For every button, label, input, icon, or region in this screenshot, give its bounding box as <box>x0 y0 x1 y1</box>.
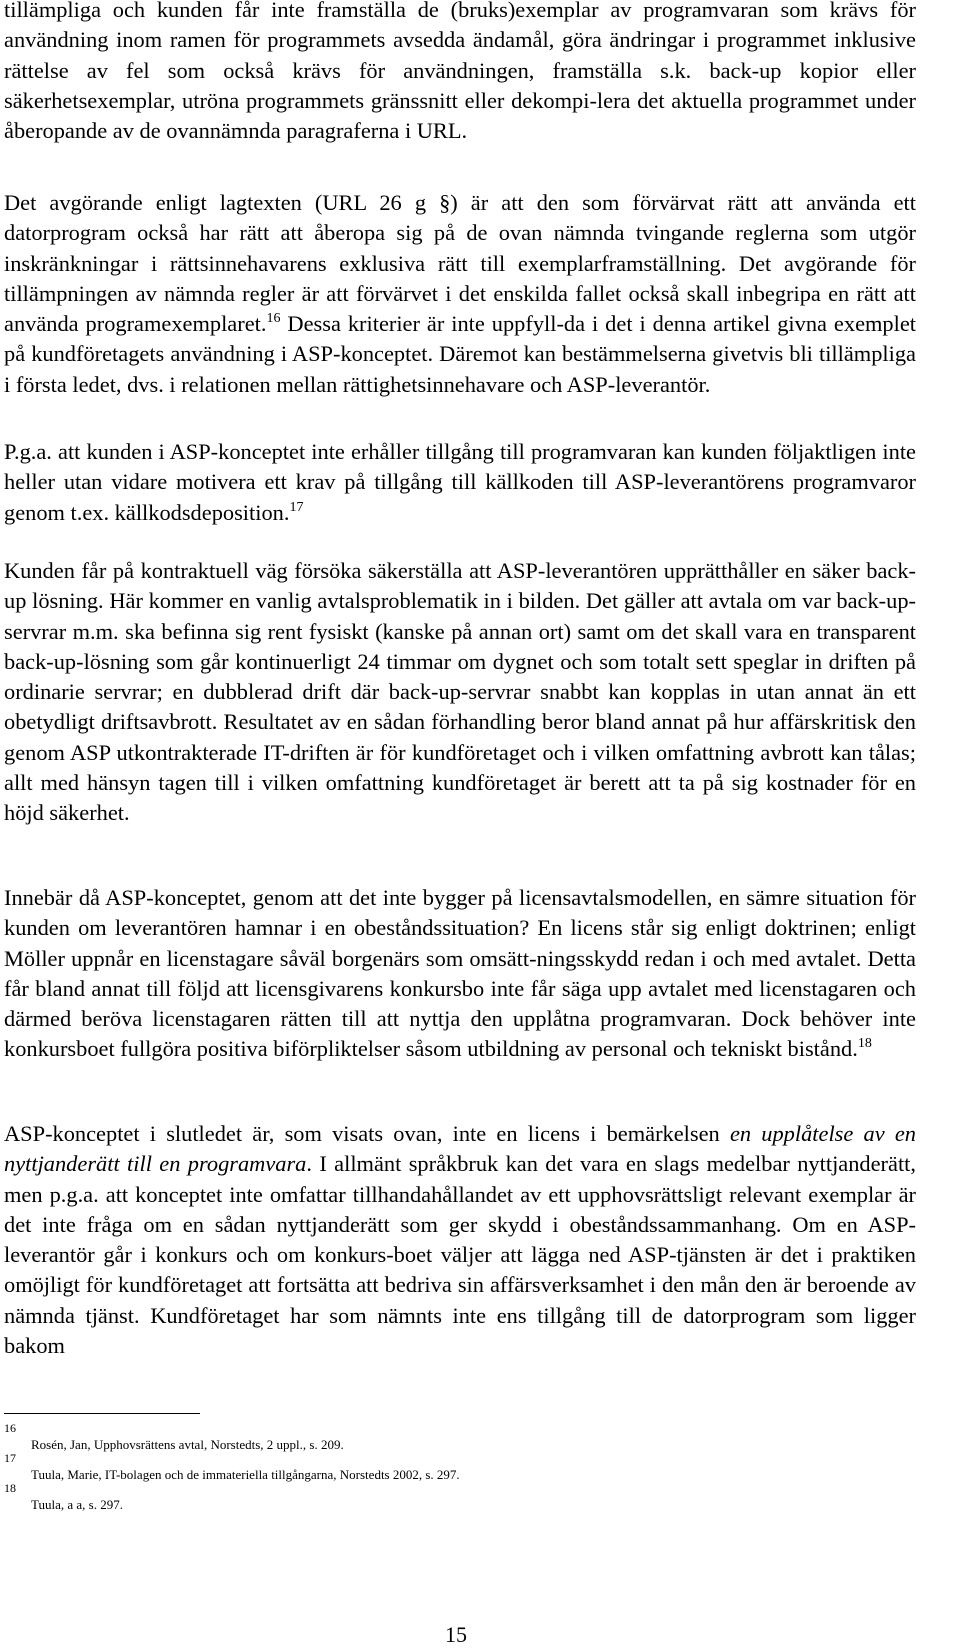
paragraph-backup <box>4 556 916 829</box>
paragraph-url-26g <box>4 188 916 400</box>
footnote-number: 17 <box>4 1451 16 1465</box>
paragraph-source-code <box>4 437 916 528</box>
paragraph-text: Det avgörande enligt lagtexten (URL 26 g §) är att den som förvärvat rätt att använda ett datorprogram också har rätt att åberopa sig på de ovan nämnda tvingande reglerna som utgör inskränkningar i rättsinnehavarens exklusiva rätt till exemplarframställning. Det avgörande för tillämpningen av nämnda regler är att förvärvet i det enskilda fallet också skall inbegripa en rätt att använda programexemplaret. <box>4 190 916 337</box>
paragraph-text: ASP-konceptet i slutledet är, som visats ovan, inte en licens i bemärkelsen <box>4 1121 730 1146</box>
footnote-text: Rosén, Jan, Upphovsrättens avtal, Norstedts, 2 uppl., s. 209. <box>31 1437 344 1452</box>
paragraph-emphasis: en upplåtelse av en nyttjanderätt till en programvara <box>4 1121 916 1177</box>
footnote-ref-16[interactable]: 16 <box>266 311 281 327</box>
paragraph-text: tillämpliga och kunden får inte framställa de (bruks)exemplar av programvaran som krävs för användning inom ramen för programmets avsedda ändamål, göra ändringar i programmet inklusive rättelse av fel som också krävs för användningen, framställa s.k. back-up kopior eller säkerhetsexemplar, utröna programmets gränssnitt eller dekompi-lera det aktuella programmet under åberopande av de ovannämnda paragraferna i URL. <box>4 0 916 144</box>
paragraph-text: Kunden får på kontraktuell väg försöka säkerställa att ASP-leverantören upprätthåller en säker back-up lösning. Här kommer en vanlig avtalsproblematik in i bilden. Det gäller att avtala om var back-up-servrar m.m. ska befinna sig rent fysiskt (kanske på annan ort) samt om det skall vara en transparent back-up-lösning som går kontinuerligt 24 timmar om dygnet och som totalt sett speglar in driften på ordinarie servrar; en dubblerad drift där back-up-servrar snabbt kan kopplas in utan annat än ett obetydligt driftsavbrott. Resultatet av en sådan förhandling beror bland annat på hur affärskritisk den genom ASP utkontrakterade IT-driften är för kundföretaget och i vilken omfattning avbrott kan tålas; allt med hänsyn tagen till i vilken omfattning kundföretaget är berett att ta på sig kostnader för en höjd säkerhet. <box>4 558 916 826</box>
paragraph-text: Dessa kriterier är inte uppfyll-da i det i denna artikel givna exemplet på kundföretagets användning i ASP-konceptet. Däremot kan bestämmelserna givetvis bli tillämpliga i första ledet, dvs. i relationen mellan rättighetsinnehavare och ASP-leverantör. <box>4 311 916 397</box>
footnote-divider <box>4 1413 200 1414</box>
paragraph-text: P.g.a. att kunden i ASP-konceptet inte erhåller tillgång till programvaran kan kunden följaktligen inte heller utan vidare motivera ett krav på tillgång till källkoden till ASP-leverantörens programvaror genom t.ex. källkodsdeposition. <box>4 439 916 525</box>
footnote-text: Tuula, Marie, IT-bolagen och de immateriella tillgångarna, Norstedts 2002, s. 297. <box>31 1467 460 1482</box>
page-number: 15 <box>445 1622 467 1647</box>
paragraph-text: . I allmänt språkbruk kan det vara en slags medelbar nyttjanderätt, men p.g.a. att konceptet inte omfattar tillhandahållandet av ett upphovsrättsligt relevant exemplar är det inte fråga om en sådan nyttjanderätt som ger skydd i obeståndssammanhang. Om en ASP-leverantör går i konkurs och om konkurs-boet väljer att lägga ned ASP-tjänsten är det i praktiken omöjligt för kundföretaget att fortsätta att bedriva sin affärsverksamhet i den mån den är beroende av nämnda tjänst. Kundföretaget har som nämnts inte ens tillgång till de datorprogram som ligger bakom <box>4 1151 916 1359</box>
paragraph-insolvency <box>4 883 916 1065</box>
paragraph-text: Innebär då ASP-konceptet, genom att det inte bygger på licensavtalsmodellen, en sämre situation för kunden om leverantören hamnar i en obeståndssituation? En licens står sig enligt doktrinen; enligt Möller uppnår en licenstagare såväl borgenärs som omsätt-ningsskydd redan i och med avtalet. Detta får bland annat till följd att licensgivarens konkursbo inte får säga upp avtalet med licenstagaren och därmed beröva licenstagaren rätten till att nyttja den upplåtna programvaran. Dock behöver inte konkursboet fullgöra positiva biförpliktelser såsom utbildning av personal och tekniskt bistånd. <box>4 885 916 1062</box>
footnote-ref-18[interactable]: 18 <box>857 1036 872 1052</box>
footnote-number: 16 <box>4 1421 16 1435</box>
paragraph-intro-continuation <box>4 0 916 146</box>
paragraph-asp-concept <box>4 1119 916 1361</box>
footnote-text: Tuula, a a, s. 297. <box>31 1497 123 1512</box>
footnote-number: 18 <box>4 1481 16 1495</box>
footnote-ref-17[interactable]: 17 <box>289 499 304 515</box>
